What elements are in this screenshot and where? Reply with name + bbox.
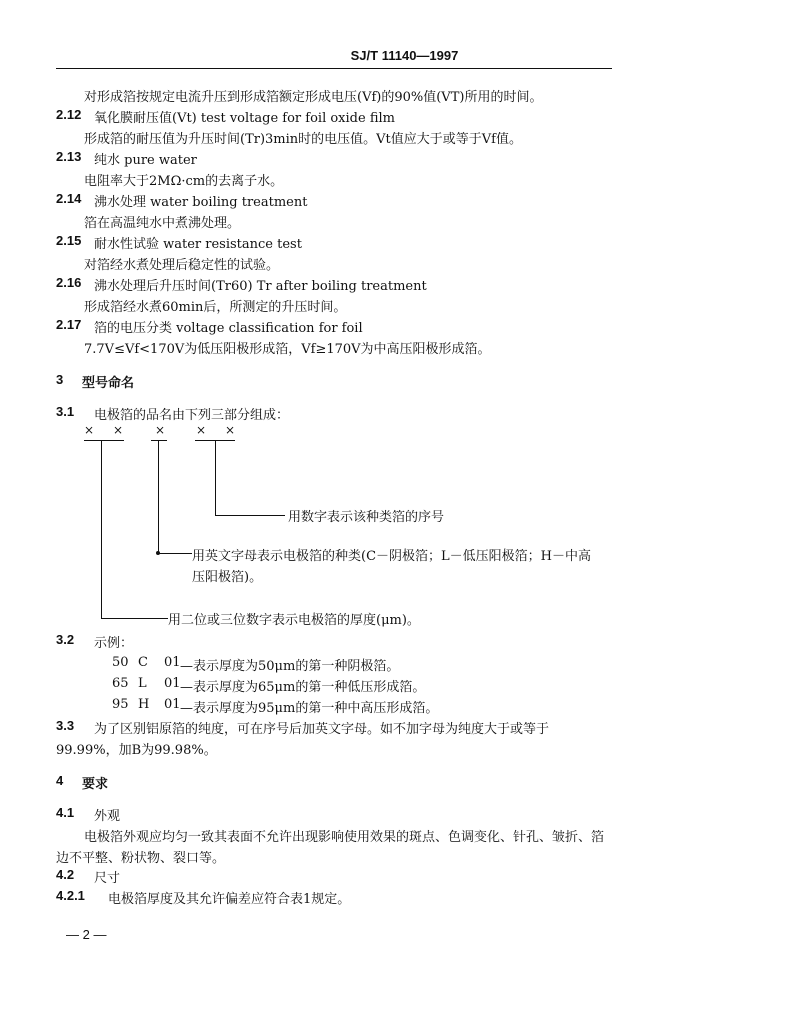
s2-13-number: 2.13 [56,149,82,164]
thickness-underline [84,440,124,441]
s4-2-title: 尺寸 [94,871,121,886]
s2-13-body: 电阻率大于2MΩ·cm的去离子水。 [84,174,284,189]
s4-2-1-number: 4.2.1 [56,888,85,903]
s2-17-number: 2.17 [56,317,82,332]
diagram-mark: × [155,423,166,437]
s2-12-body: 形成箔的耐压值为升压时间(Tr)3min时的电压值。Vt值应大于或等于Vf值。 [84,132,522,147]
s3-3-line1: 为了区别铝原箔的纯度，可在序号后加英文字母。如不加字母为纯度大于或等于 [94,722,550,737]
s4-2-number: 4.2 [56,867,75,882]
s2-14-title: 沸水处理 water boiling treatment [94,195,308,210]
s3-2-title: 示例： [94,636,134,651]
s2-16-body: 形成箔经水煮60min后，所测定的升压时间。 [84,300,347,315]
s2-17-body: 7.7V≤Vf<170V为低压阳极形成箔，Vf≥170V为中高压阳极形成箔。 [84,342,491,357]
example-desc: —表示厚度为65μm的第一种低压形成箔。 [180,680,426,695]
header-rule [56,68,612,69]
s2-16-number: 2.16 [56,275,82,290]
s4-title: 要求 [82,777,109,792]
s4-1-line2: 边不平整、粉状物、裂口等。 [56,851,226,866]
page-number: — 2 — [66,927,107,942]
example-serial: 01 [164,655,181,670]
serial-connector-vertical [215,440,216,515]
thickness-connector-horizontal [101,618,168,619]
thickness-label: 用二位或三位数字表示电极箔的厚度(μm)。 [168,613,420,628]
s3-number: 3 [56,372,64,387]
s2-12-number: 2.12 [56,107,82,122]
example-thickness: 65 [112,676,129,691]
s2-15-number: 2.15 [56,233,82,248]
type-connector-horizontal [158,553,192,554]
s4-number: 4 [56,773,64,788]
s3-3-number: 3.3 [56,718,75,733]
s3-2-number: 3.2 [56,632,75,647]
diagram-mark: × [225,423,236,437]
type-underline [151,440,167,441]
s4-2-1-text: 电极箔厚度及其允许偏差应符合表1规定。 [108,892,351,907]
s3-title: 型号命名 [82,376,135,391]
serial-label: 用数字表示该种类箔的序号 [288,510,445,525]
s4-1-number: 4.1 [56,805,75,820]
s2-16-title: 沸水处理后升压时间(Tr60) Tr after boiling treatment [94,279,427,294]
s4-1-title: 外观 [94,809,121,824]
diagram-mark: × [113,423,124,437]
s3-1-number: 3.1 [56,404,75,419]
example-type: C [138,655,148,670]
s2-11-continuation: 对形成箔按规定电流升压到形成箔额定形成电压(Vf)的90%值(VT)所用的时间。 [84,90,543,105]
example-desc: —表示厚度为95μm的第一种中高压形成箔。 [180,701,439,716]
serial-connector-horizontal [215,515,285,516]
example-serial: 01 [164,697,181,712]
s2-15-body: 对箔经水煮处理后稳定性的试验。 [84,258,280,273]
diagram-mark: × [196,423,207,437]
s2-14-number: 2.14 [56,191,82,206]
example-thickness: 95 [112,697,129,712]
type-connector-vertical [158,440,159,553]
type-label-line1: 用英文字母表示电极箔的种类(C－阴极箔；L－低压阳极箔；H－中高 [192,549,591,564]
s2-17-title: 箔的电压分类 voltage classification for foil [94,321,363,336]
s2-12-title: 氧化膜耐压值(Vt) test voltage for foil oxide film [94,111,395,126]
example-desc: —表示厚度为50μm的第一种阴极箔。 [180,659,400,674]
standard-code-header: SJ/T 11140—1997 [350,48,459,63]
example-thickness: 50 [112,655,129,670]
s3-1-text: 电极箔的品名由下列三部分组成： [94,408,290,423]
s2-15-title: 耐水性试验 water resistance test [94,237,302,252]
s4-1-line1: 电极箔外观应均匀一致其表面不允许出现影响使用效果的斑点、色调变化、针孔、皱折、箔 [84,830,605,845]
thickness-connector-vertical [101,440,102,618]
s2-14-body: 箔在高温纯水中煮沸处理。 [84,216,241,231]
diagram-mark: × [84,423,95,437]
s3-3-line2: 99.99%，加B为99.98%。 [56,743,217,758]
example-type: L [138,676,147,691]
example-serial: 01 [164,676,181,691]
s2-13-title: 纯水 pure water [94,153,197,168]
example-type: H [138,697,150,712]
type-label-line2: 压阳极箔)。 [192,570,263,585]
